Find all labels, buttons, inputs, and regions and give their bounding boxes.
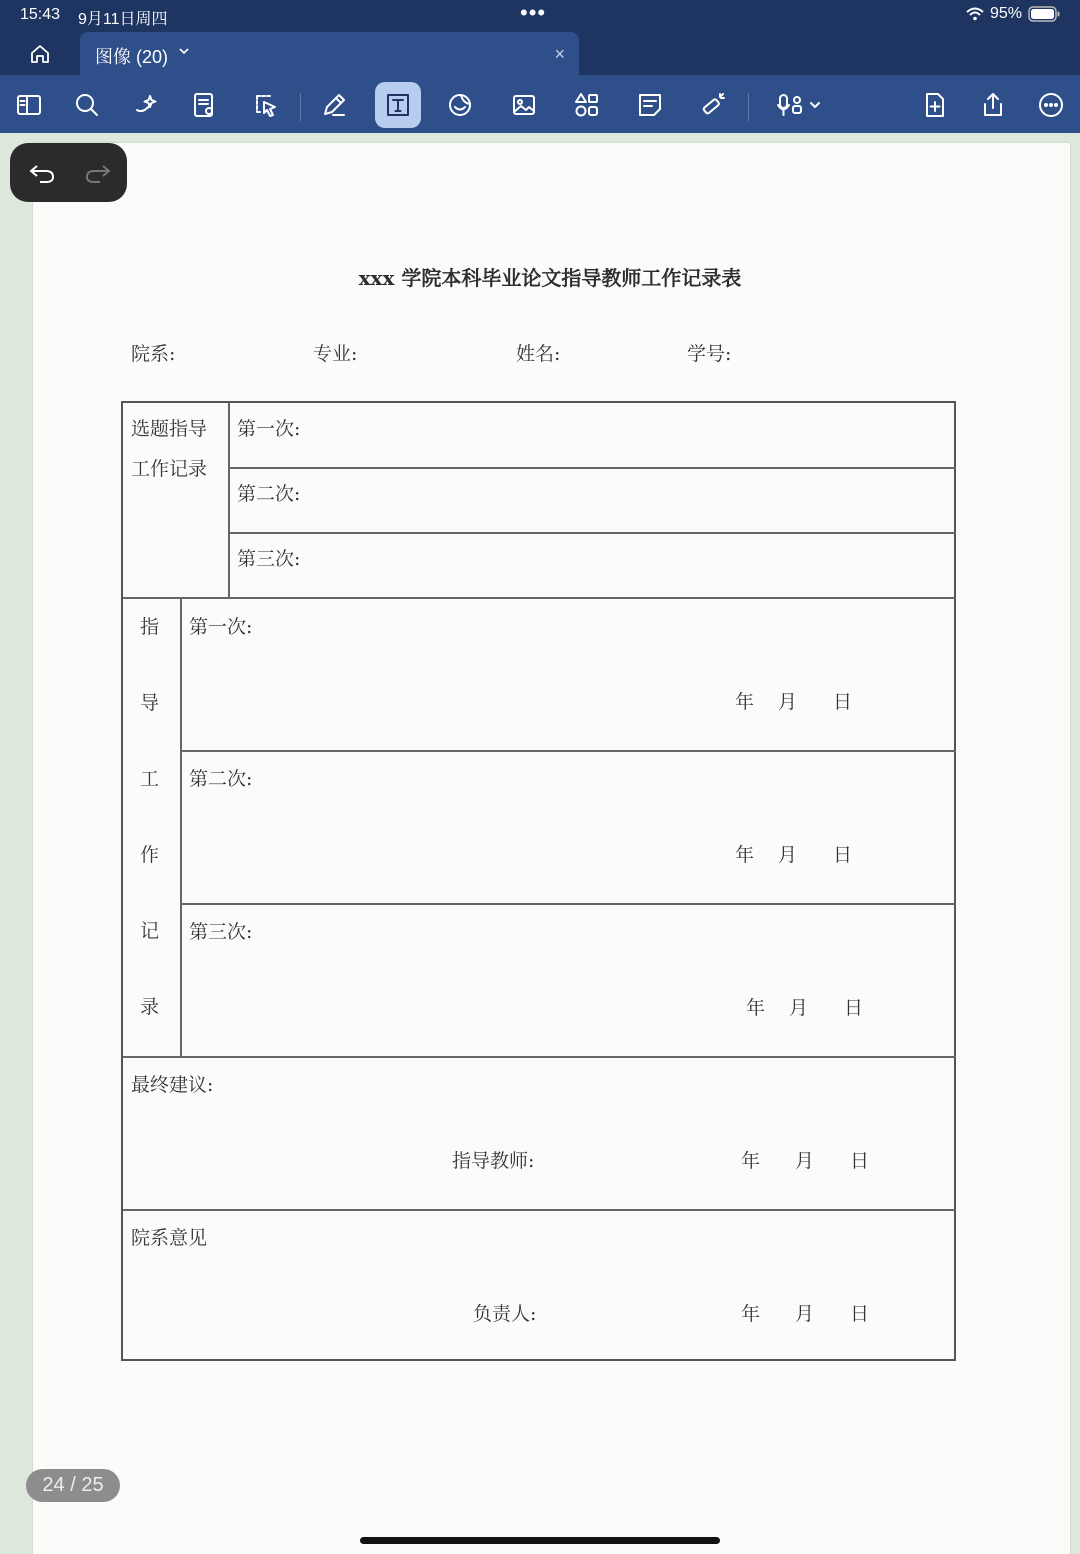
date-line: [735, 687, 852, 714]
date-year-label: 年: [741, 1150, 761, 1172]
toolbar-divider: [748, 93, 749, 121]
sticky-note-button[interactable]: [628, 83, 672, 127]
table-rule: [180, 903, 956, 905]
header-field-department: 院系:: [131, 343, 176, 365]
toolbar: [0, 75, 1080, 133]
date-year-label: 年: [741, 1303, 761, 1325]
header-field-student-id: 学号:: [687, 343, 732, 365]
table-rule: [180, 750, 956, 752]
battery-percent: 95%: [989, 5, 1022, 22]
lasso-button[interactable]: [243, 83, 287, 127]
date-day-label: 日: [850, 1150, 870, 1172]
tab-close-button[interactable]: ×: [554, 44, 565, 64]
pen-icon: [319, 90, 349, 120]
header-field-major: 专业:: [313, 343, 358, 365]
document-tab[interactable]: [80, 32, 579, 75]
table-rule: [123, 597, 956, 599]
table-rule: [228, 467, 956, 469]
date-year-label: 年: [746, 997, 766, 1019]
toolbar-divider: [300, 93, 301, 121]
topic-row-3: 第三次:: [237, 548, 301, 570]
laser-pointer-icon: [698, 90, 728, 120]
wifi-icon: [966, 7, 984, 21]
battery-icon: [1028, 6, 1060, 22]
date-day-label: 日: [850, 1303, 870, 1325]
date-day-label: 日: [833, 844, 853, 866]
work-label-char: 导: [140, 692, 160, 714]
ai-sparkle-icon: [131, 90, 161, 120]
add-page-button[interactable]: [913, 83, 957, 127]
department-opinion-label: 院系意见: [131, 1227, 208, 1249]
multitasking-dots[interactable]: •••: [520, 0, 547, 25]
date-month-label: 月: [778, 691, 798, 713]
date-month-label: 月: [795, 1303, 815, 1325]
chevron-down-icon[interactable]: [178, 45, 190, 57]
work-label-char: 录: [140, 996, 160, 1018]
date-line: [741, 1299, 869, 1326]
work-label-char: 作: [140, 844, 160, 866]
share-button[interactable]: [971, 83, 1015, 127]
topic-label-line1: 选题指导: [131, 418, 208, 440]
search-button[interactable]: [65, 83, 109, 127]
date-line: [735, 840, 852, 867]
topic-label-line2: 工作记录: [131, 458, 208, 480]
laser-pointer-button[interactable]: [691, 83, 735, 127]
undo-redo-bar: [10, 143, 127, 202]
work-row-2: 第二次:: [189, 768, 253, 790]
status-right: [966, 5, 1060, 23]
date-month-label: 月: [789, 997, 809, 1019]
table-rule: [228, 403, 230, 597]
date-month-label: 月: [778, 844, 798, 866]
work-label-char: 工: [140, 768, 160, 790]
audio-record-icon: [775, 90, 821, 120]
status-time: 15:43: [20, 6, 61, 23]
topic-row-1: 第一次:: [237, 418, 301, 440]
ai-button[interactable]: [124, 83, 168, 127]
table-rule: [123, 1056, 956, 1058]
date-line: [746, 993, 863, 1020]
redo-icon[interactable]: [82, 157, 114, 189]
table-rule: [228, 532, 956, 534]
pen-button[interactable]: [312, 83, 356, 127]
work-row-1: 第一次:: [189, 616, 253, 638]
date-year-label: 年: [735, 691, 755, 713]
audio-record-button[interactable]: [766, 83, 830, 127]
work-row-3: 第三次:: [189, 921, 253, 943]
text-box-icon: [383, 90, 413, 120]
work-label-char: 记: [140, 920, 160, 942]
more-icon: [1036, 90, 1066, 120]
home-indicator[interactable]: [360, 1537, 720, 1544]
scan-button[interactable]: [182, 83, 226, 127]
date-month-label: 月: [795, 1150, 815, 1172]
home-icon: [28, 42, 52, 66]
sidebar-toggle-button[interactable]: [7, 83, 51, 127]
sticker-icon: [445, 90, 475, 120]
top-bar: [0, 0, 1080, 75]
table-rule: [180, 597, 182, 1056]
department-head-signature-label: 负责人:: [473, 1303, 537, 1325]
shapes-icon: [572, 90, 602, 120]
more-button[interactable]: [1029, 83, 1073, 127]
search-icon: [72, 90, 102, 120]
advisor-signature-label: 指导教师:: [452, 1150, 535, 1172]
date-year-label: 年: [735, 844, 755, 866]
sticker-button[interactable]: [438, 83, 482, 127]
add-page-icon: [920, 90, 950, 120]
page-counter[interactable]: 24 / 25: [26, 1469, 120, 1502]
work-label-char: 指: [140, 616, 160, 638]
table-rule: [123, 1209, 956, 1211]
date-line: [741, 1146, 869, 1173]
status-date: 9月11日周四: [78, 11, 168, 28]
document-scan-icon: [189, 90, 219, 120]
undo-icon[interactable]: [26, 157, 58, 189]
form-title: xxx 学院本科毕业论文指导教师工作记录表: [358, 266, 742, 290]
date-day-label: 日: [844, 997, 864, 1019]
tab-title: 图像 (20): [95, 47, 169, 67]
final-suggestion-label: 最终建议:: [131, 1074, 214, 1096]
image-icon: [509, 90, 539, 120]
date-day-label: 日: [833, 691, 853, 713]
share-icon: [978, 90, 1008, 120]
sidebar-toggle-icon: [14, 90, 44, 120]
lasso-select-icon: [250, 90, 280, 120]
text-box-button[interactable]: [375, 82, 421, 128]
shapes-button[interactable]: [565, 83, 609, 127]
home-button[interactable]: [22, 38, 58, 70]
header-field-name: 姓名:: [516, 343, 561, 365]
topic-row-2: 第二次:: [237, 483, 301, 505]
image-button[interactable]: [502, 83, 546, 127]
sticky-note-icon: [635, 90, 665, 120]
